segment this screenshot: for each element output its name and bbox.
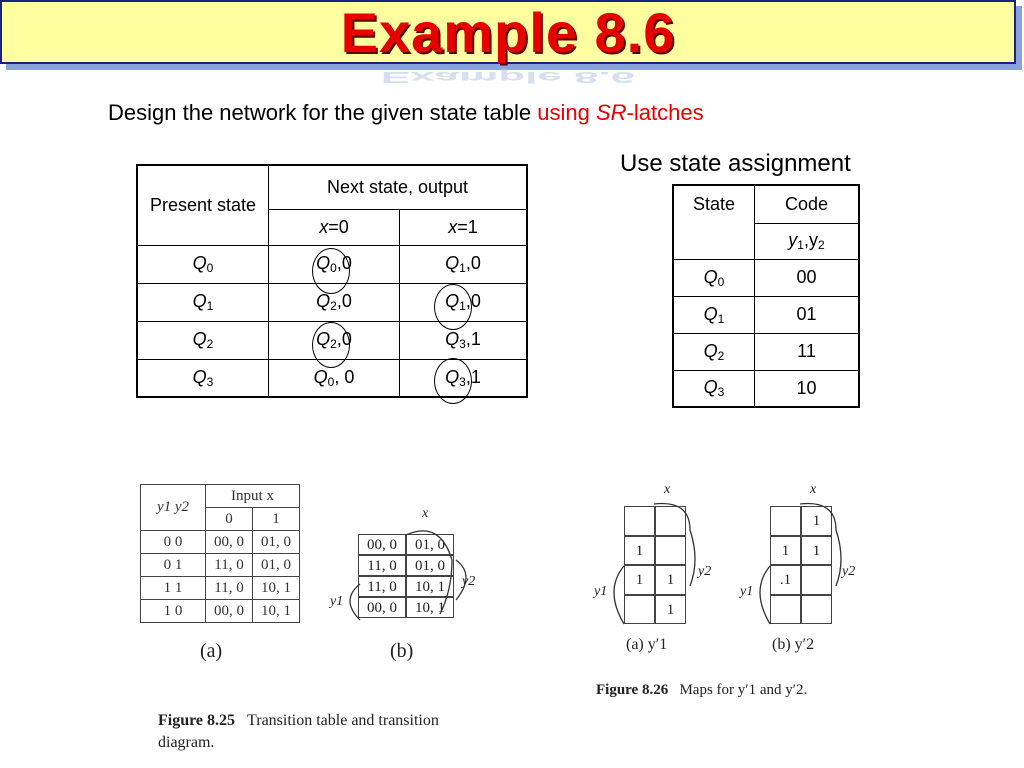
state-subscript: 2 <box>330 337 337 351</box>
x1-eq: =1 <box>457 216 478 237</box>
y2-sub: 2 <box>818 238 825 252</box>
state-symbol: Q <box>445 291 460 311</box>
x-curve-a <box>654 504 695 586</box>
transition-cell: 11, 0 <box>206 577 253 600</box>
x-curve-b <box>800 504 841 586</box>
y1-curve-b <box>760 566 770 624</box>
subtitle-using: using <box>537 100 596 125</box>
state-subscript: 3 <box>459 337 466 351</box>
code-cell: 00 <box>755 259 860 296</box>
state-subscript: 3 <box>206 374 214 389</box>
state-subscript: 1 <box>459 299 466 313</box>
x-bracket-curve <box>406 531 452 614</box>
col-0: 0 <box>206 508 253 531</box>
state-subscript: 2 <box>717 348 725 363</box>
state-symbol: Q <box>703 340 718 361</box>
subtitle-sr: SR <box>595 100 627 125</box>
output-value: ,1 <box>465 329 481 349</box>
output-value: ,0 <box>465 291 481 311</box>
state-symbol: Q <box>192 253 207 273</box>
label-b-y2prime: (b) y′2 <box>772 636 815 653</box>
state-subscript: 1 <box>717 311 725 326</box>
kmap-cell: .1 <box>770 565 801 595</box>
output-value: , 0 <box>334 366 355 387</box>
transition-cell: 1 0 <box>141 600 206 623</box>
kmap-cell: 1 <box>801 506 832 536</box>
y2-bracket-curve <box>456 560 466 600</box>
y1-var: y <box>788 230 798 250</box>
label-b: (b) <box>390 640 414 662</box>
code-label: Code <box>784 193 829 214</box>
state-symbol: Q <box>703 377 718 398</box>
y2-var: ,y <box>803 230 818 250</box>
state-symbol: Q <box>445 329 460 349</box>
state-subscript: 0 <box>717 274 725 289</box>
output-value: ,0 <box>336 291 352 311</box>
code-cell: 01 <box>755 296 860 333</box>
label-a: (a) <box>200 640 223 662</box>
x0-eq: =0 <box>328 216 349 237</box>
output-value: ,0 <box>336 329 352 349</box>
var-y2-label-a: y2 <box>698 564 712 579</box>
col-1: 1 <box>253 508 300 531</box>
transition-cell: 00, 0 <box>206 600 253 623</box>
state-subscript: 2 <box>330 299 337 313</box>
y1-curve-a <box>614 566 624 624</box>
caption-text-826: Maps for y′1 and y′2. <box>679 682 808 698</box>
var-y1-label-b: y1 <box>740 584 754 599</box>
state-symbol: Q <box>316 329 331 349</box>
kmap-cell: 01, 0 <box>406 555 454 576</box>
transition-cell: 1 1 <box>141 577 206 600</box>
transition-cell: 10, 1 <box>253 600 300 623</box>
state-symbol: Q <box>192 329 207 349</box>
kmap-cell: 1 <box>624 536 655 566</box>
state-symbol: Q <box>703 303 718 324</box>
kmap-cell: 11, 0 <box>358 576 406 597</box>
var-y2-label: y2 <box>462 574 476 589</box>
state-subscript: 0 <box>327 374 335 389</box>
y1-sub: 1 <box>797 238 804 252</box>
var-y2-label-b: y2 <box>842 564 856 579</box>
state-subscript: 0 <box>206 261 214 275</box>
caption-bold: Figure 8.25 <box>158 712 236 729</box>
present-state-label: Present state <box>149 194 257 215</box>
label-a-y1prime: (a) y′1 <box>626 636 668 653</box>
input-x-header: Input x <box>206 485 300 508</box>
y-vars-header: y1 y2 <box>141 485 206 531</box>
state-subscript: 3 <box>459 374 466 389</box>
kmap-cell: 10, 1 <box>406 597 454 618</box>
kmap-cell: 00, 0 <box>358 597 406 618</box>
caption-bold-826: Figure 8.26 <box>596 682 669 698</box>
kmap-cell: 01, 0 <box>406 534 454 555</box>
state-subscript: 0 <box>330 261 337 275</box>
subtitle-text: Design the network for the given state table <box>108 100 538 125</box>
subtitle-latches: -latches <box>626 100 704 125</box>
caption-text: Transition table and transition diagram. <box>158 712 439 751</box>
state-symbol: Q <box>192 291 207 311</box>
transition-cell: 01, 0 <box>253 554 300 577</box>
assignment-heading: Use state assignment <box>620 150 851 177</box>
output-value: ,0 <box>465 253 481 273</box>
code-cell: 10 <box>755 370 860 407</box>
title-reflection: Example 8.6 <box>380 68 636 86</box>
state-symbol: Q <box>316 253 331 273</box>
code-cell: 11 <box>755 333 860 370</box>
var-x-label: x <box>422 506 429 521</box>
var-y1-label-a: y1 <box>594 584 608 599</box>
output-value: ,0 <box>336 253 352 273</box>
output-value: ,1 <box>465 366 481 387</box>
state-symbol: Q <box>316 291 331 311</box>
slide-title: Example 8.6 <box>340 1 676 64</box>
var-x-label-a: x <box>664 482 671 497</box>
kmap-cell: 1 <box>801 536 832 566</box>
kmap-cell: 1 <box>624 565 655 595</box>
state-symbol: Q <box>313 366 328 387</box>
var-x-label-b: x <box>810 482 817 497</box>
kmap-cell: 1 <box>655 565 686 595</box>
transition-cell: 0 0 <box>141 531 206 554</box>
state-subscript: 1 <box>206 299 214 313</box>
state-symbol: Q <box>445 366 460 387</box>
transition-cell: 11, 0 <box>206 554 253 577</box>
state-subscript: 3 <box>717 385 725 400</box>
state-symbol: Q <box>703 266 718 287</box>
transition-cell: 00, 0 <box>206 531 253 554</box>
transition-cell: 10, 1 <box>253 577 300 600</box>
kmap-cell: 11, 0 <box>358 555 406 576</box>
state-symbol: Q <box>445 253 460 273</box>
state-label: State <box>692 194 736 214</box>
transition-cell: 01, 0 <box>253 531 300 554</box>
var-y1-label: y1 <box>330 594 344 609</box>
y1-bracket-curve <box>350 584 360 620</box>
kmap-cell: 00, 0 <box>358 534 406 555</box>
state-subscript: 1 <box>459 261 466 275</box>
kmap-cell: 1 <box>770 536 801 566</box>
kmap-cell: 1 <box>655 595 686 625</box>
next-state-label: Next state, output <box>326 176 469 197</box>
state-subscript: 2 <box>206 337 214 351</box>
x1-var: x <box>448 216 458 237</box>
x0-var: x <box>319 216 329 237</box>
state-symbol: Q <box>192 366 207 387</box>
kmap-cell: 10, 1 <box>406 576 454 597</box>
transition-cell: 0 1 <box>141 554 206 577</box>
